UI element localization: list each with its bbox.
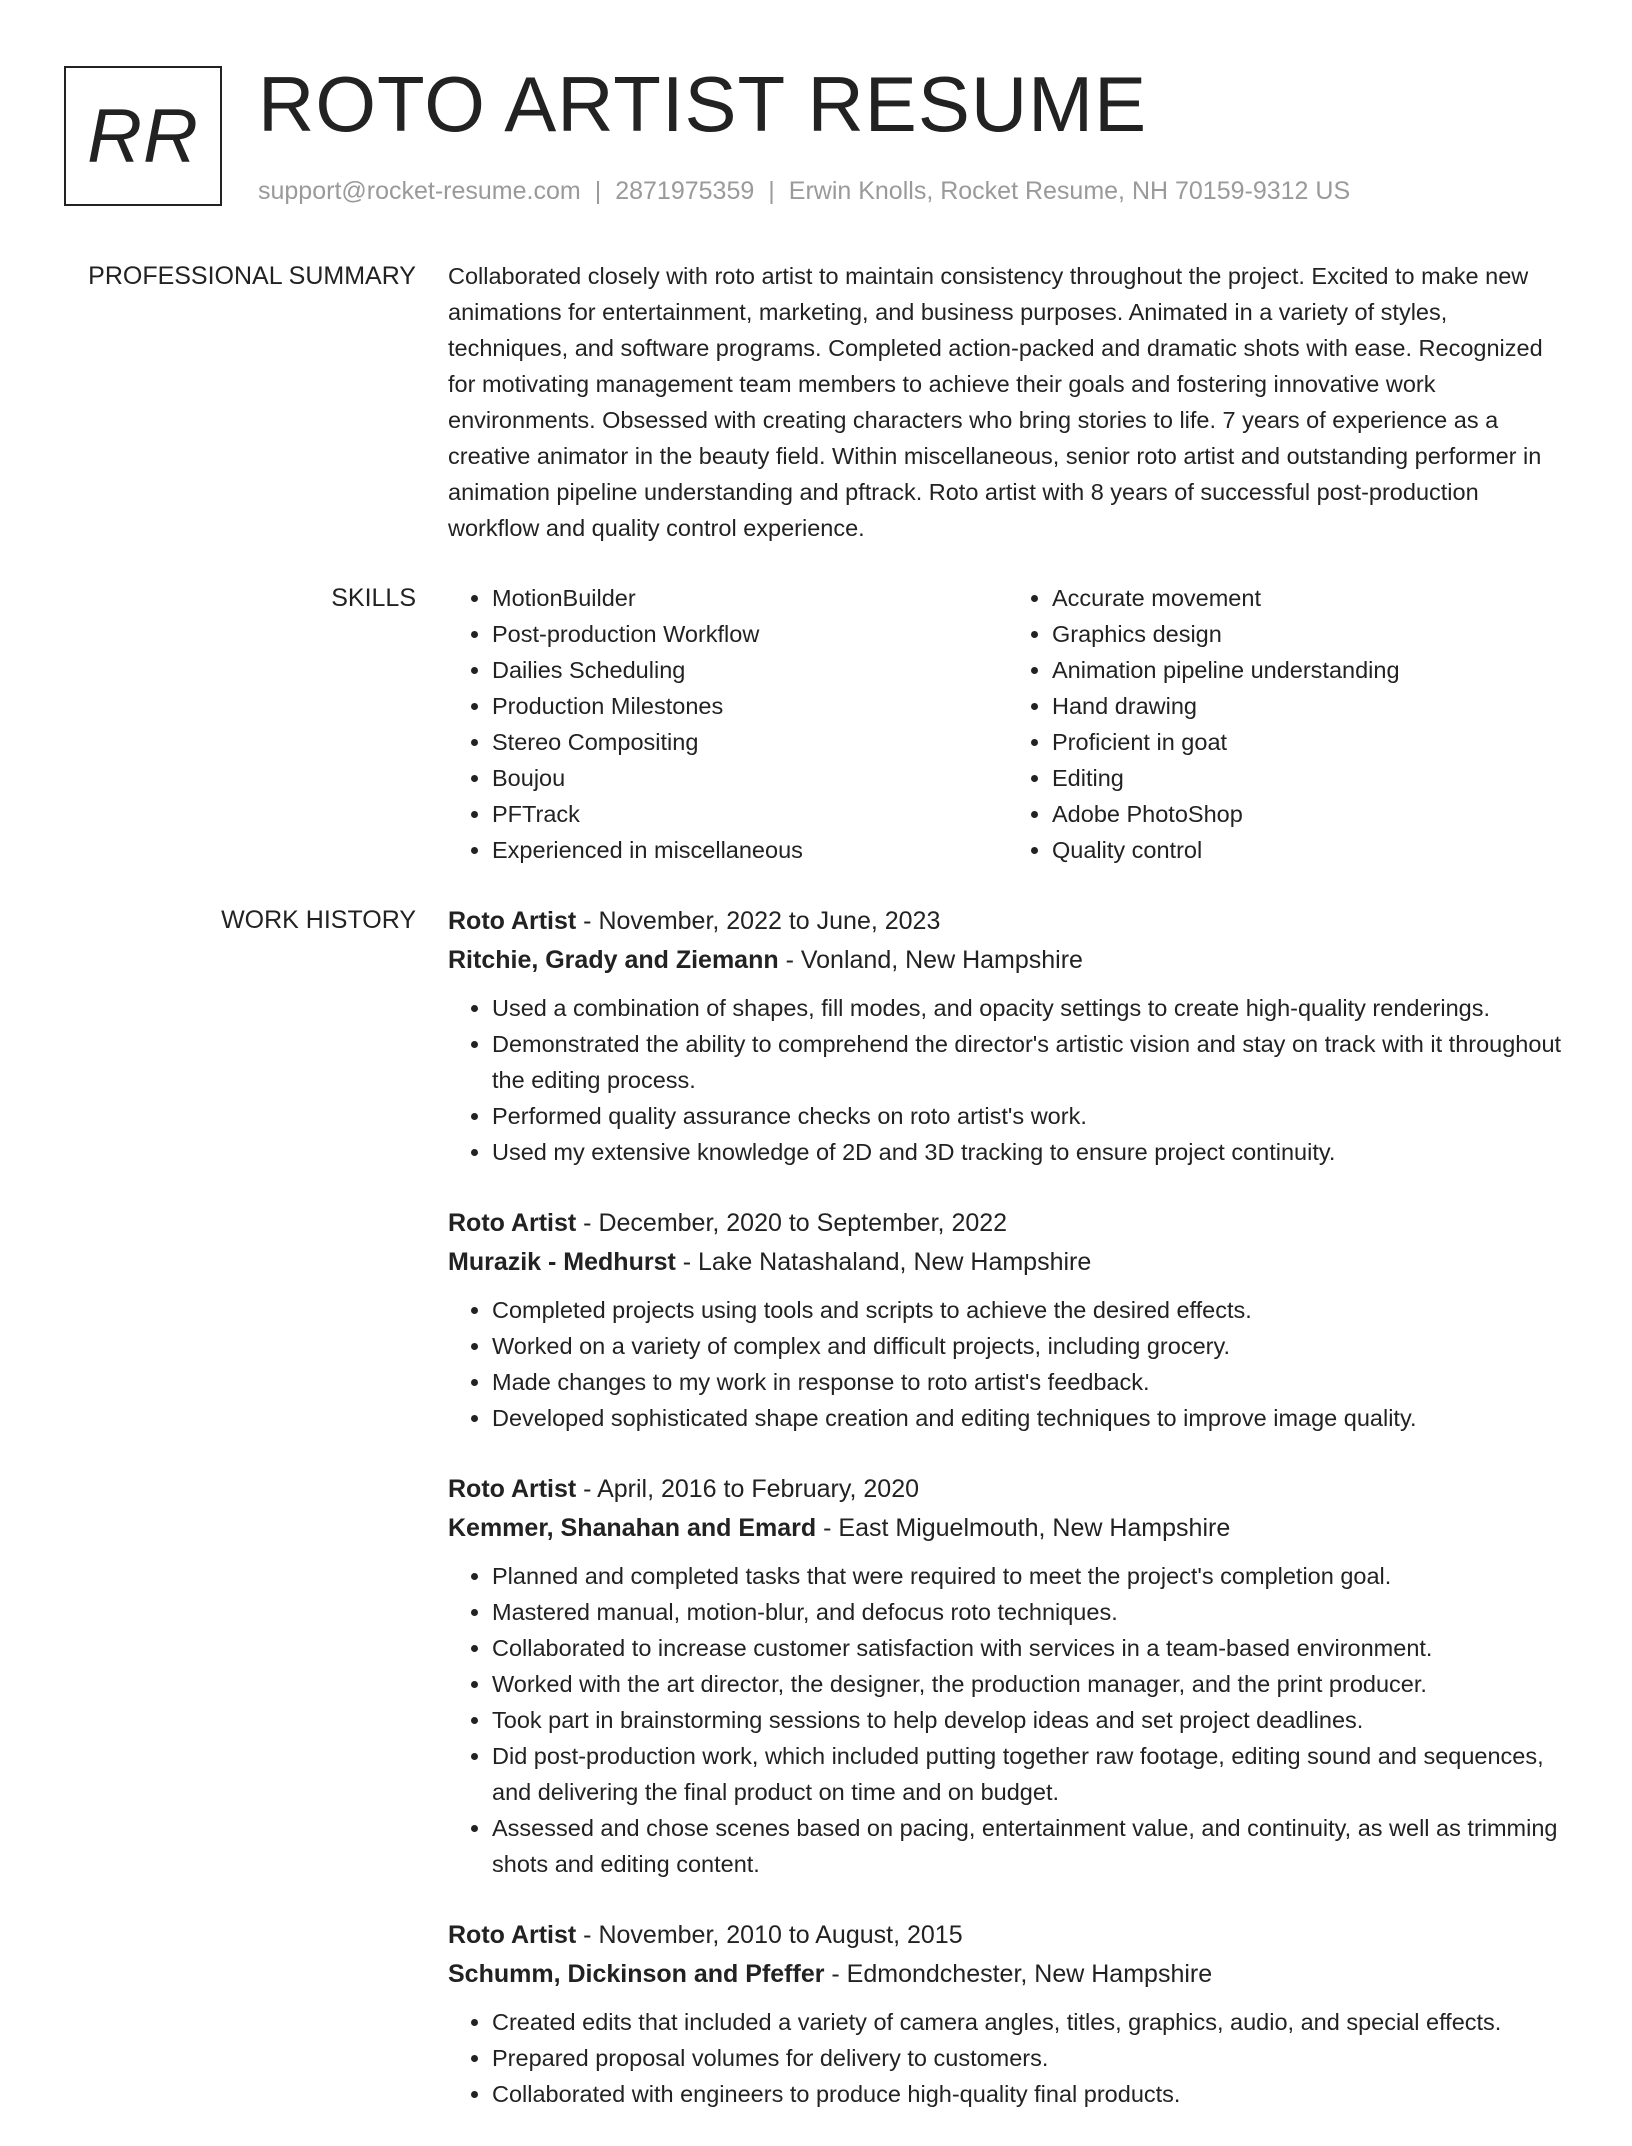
job-dates: - April, 2016 to February, 2020 [576, 1475, 920, 1503]
job-title: Roto Artist [448, 907, 577, 935]
skill-item: • Editing [1052, 760, 1568, 796]
job-bullet: • Did post-production work, which included putting together raw footage, editing sound and sequences, and delivering the final product on time and on budget. [492, 1738, 1568, 1810]
job-bullet: • Used a combination of shapes, fill modes, and opacity settings to create high-quality renderings. [492, 990, 1568, 1026]
job-bullet: • Worked on a variety of complex and difficult projects, including grocery. [492, 1328, 1568, 1364]
job-location: - Lake Natashaland, New Hampshire [675, 1248, 1092, 1276]
job-bullet: • Collaborated to increase customer satisfaction with services in a team-based environment. [492, 1630, 1568, 1666]
skill-item: • Graphics design [1052, 616, 1568, 652]
job-dates: - November, 2010 to August, 2015 [576, 1921, 963, 1949]
job-dates: - November, 2022 to June, 2023 [576, 907, 941, 935]
job-entry [448, 1470, 1568, 1882]
skill-item: • MotionBuilder [492, 580, 1008, 616]
job-title: Roto Artist [448, 1475, 577, 1503]
job-bullet: • Took part in brainstorming sessions to help develop ideas and set project deadlines. [492, 1702, 1568, 1738]
job-bullet: • Worked with the art director, the designer, the production manager, and the print producer. [492, 1666, 1568, 1702]
job-bullet: • Completed projects using tools and scripts to achieve the desired effects. [492, 1292, 1568, 1328]
job-company: Murazik - Medhurst [448, 1248, 676, 1276]
skills-columns [448, 580, 1568, 868]
job-bullet: • Mastered manual, motion-blur, and defocus roto techniques. [492, 1594, 1568, 1630]
job-location: - Edmondchester, New Hampshire [824, 1960, 1213, 1988]
job-bullet: • Used my extensive knowledge of 2D and 3D tracking to ensure project continuity. [492, 1134, 1568, 1170]
job-bullet-list [448, 1558, 1568, 1882]
job-bullet: • Performed quality assurance checks on roto artist's work. [492, 1098, 1568, 1134]
contact-address: Erwin Knolls, Rocket Resume, NH 70159-9312 US [788, 177, 1351, 205]
job-title: Roto Artist [448, 1209, 577, 1237]
skill-item: • Proficient in goat [1052, 724, 1568, 760]
job-title-line [448, 1470, 1568, 1508]
skill-item: • Accurate movement [1052, 580, 1568, 616]
contact-line [258, 174, 1350, 208]
summary-heading: PROFESSIONAL SUMMARY [88, 262, 416, 290]
job-location: - East Miguelmouth, New Hampshire [816, 1514, 1231, 1542]
contact-separator: | [768, 177, 775, 205]
job-bullet: • Assessed and chose scenes based on pacing, entertainment value, and continuity, as well as trimming shots and editing content. [492, 1810, 1568, 1882]
job-bullet-list [448, 990, 1568, 1170]
contact-phone: 2871975359 [615, 177, 755, 205]
skill-item: • Experienced in miscellaneous [492, 832, 1008, 868]
skill-item: • Hand drawing [1052, 688, 1568, 724]
job-title-line [448, 1204, 1568, 1242]
job-title-line [448, 902, 1568, 940]
job-bullet-list [448, 1292, 1568, 1436]
job-company: Schumm, Dickinson and Pfeffer [448, 1960, 825, 1988]
job-company-line [448, 940, 1568, 980]
contact-separator: | [594, 177, 602, 205]
job-bullet: • Created edits that included a variety of camera angles, titles, graphics, audio, and special effects. [492, 2004, 1568, 2040]
skill-item: • Boujou [492, 760, 1008, 796]
skill-item: • Adobe PhotoShop [1052, 796, 1568, 832]
monogram-logo: RR [64, 66, 222, 206]
work-history-heading: WORK HISTORY [221, 906, 416, 934]
job-company-line [448, 1508, 1568, 1548]
skill-item: • Quality control [1052, 832, 1568, 868]
resume-title: ROTO ARTIST RESUME [258, 60, 1148, 148]
job-bullet: • Developed sophisticated shape creation and editing techniques to improve image quality. [492, 1400, 1568, 1436]
skill-item: • Post-production Workflow [492, 616, 1008, 652]
skill-item: • Production Milestones [492, 688, 1008, 724]
job-bullet-list [448, 2004, 1568, 2112]
job-list [448, 902, 1568, 2146]
job-bullet: • Made changes to my work in response to roto artist's feedback. [492, 1364, 1568, 1400]
job-company: Ritchie, Grady and Ziemann [448, 946, 779, 974]
skill-item: • Dailies Scheduling [492, 652, 1008, 688]
job-bullet: • Demonstrated the ability to comprehend the director's artistic vision and stay on track with it throughout the editing process. [492, 1026, 1568, 1098]
skills-list-right [1008, 580, 1568, 868]
skill-item: • Animation pipeline understanding [1052, 652, 1568, 688]
skill-item: • PFTrack [492, 796, 1008, 832]
job-entry [448, 1916, 1568, 2112]
job-title: Roto Artist [448, 1921, 577, 1949]
skill-item: • Stereo Compositing [492, 724, 1008, 760]
job-company-line [448, 1954, 1568, 1994]
job-location: - Vonland, New Hampshire [778, 946, 1083, 974]
job-company: Kemmer, Shanahan and Emard [448, 1514, 817, 1542]
job-bullet: • Planned and completed tasks that were required to meet the project's completion goal. [492, 1558, 1568, 1594]
contact-email: support@rocket-resume.com [258, 177, 581, 205]
job-entry [448, 902, 1568, 1170]
job-entry [448, 1204, 1568, 1436]
job-company-line [448, 1242, 1568, 1282]
skills-heading: SKILLS [331, 584, 416, 612]
job-bullet: • Collaborated with engineers to produce high-quality final products. [492, 2076, 1568, 2112]
job-bullet: • Prepared proposal volumes for delivery to customers. [492, 2040, 1568, 2076]
skills-list-left [448, 580, 1008, 868]
job-title-line [448, 1916, 1568, 1954]
resume-header [0, 0, 1632, 230]
summary-text: Collaborated closely with roto artist to maintain consistency throughout the project. Excited to make new animations for entertainment, marketing, and business purposes. Animated in a variety of styles, techniques, and software programs. Completed action-packed and dramatic shots with ease. Recognized for motivating management team members to achieve their goals and fostering innovative work environments. Obsessed with creating characters who bring stories to life. 7 years of experience as a creative animator in the beauty field. Within miscellaneous, senior roto artist and outstanding performer in animation pipeline understanding and pftrack. Roto artist with 8 years of successful post-production workflow and quality control experience. [448, 263, 1543, 541]
job-dates: - December, 2020 to September, 2022 [576, 1209, 1008, 1237]
